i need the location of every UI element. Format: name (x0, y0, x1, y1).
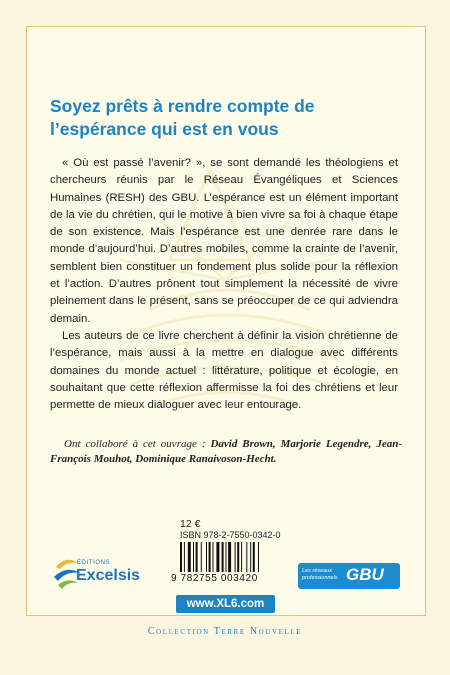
barcode-icon (180, 542, 284, 572)
website-link[interactable]: www.XL6.com (176, 595, 275, 613)
partner-tagline: Les réseaux professionnels (302, 568, 338, 581)
partner-name: GBU (346, 565, 384, 584)
publisher-name: Excelsis (76, 567, 141, 584)
blurb-paragraph: « Où est passé l’avenir? », se sont demandé les théologiens et chercheurs réunis par le Réseau Évangéliques et Sciences Humaines (RESH) des GBU. L’espérance est un élément important de la vie du chrétien, qui le motive à bien vivre sa foi à chaque étape de son existence. Mais l’espérance est une denrée rare dans le monde d’aujourd’hui. D’autres mobiles, comme la crainte de l’avenir, semblent bien constituer un fondement plus solide pour la réflexion et l’action. D’autres prônent tout simplement la nécessité de vivre pleinement dans le présent, sans se préoccuper de ce qui adviendra demain. (50, 157, 398, 325)
contributors-intro: Ont collaboré à cet ouvrage : (64, 438, 206, 450)
isbn-label: ISBN 978-2-7550-0342-0 (180, 530, 281, 540)
price-label: 12 € (180, 518, 201, 530)
collection-name: Collection Terre Nouvelle (147, 626, 303, 637)
blurb-paragraph: Les auteurs de ce livre cherchent à définir la vision chrétienne de l’espérance, mais aussi à la mettre en dialogue avec différents domaines du monde actuel : littérature, politique et écologie, en souhaitant que cette réflexion affermisse la foi des chrétiens et leur permette de mieux dialoguer avec leur entourage. (50, 330, 398, 412)
cover-headline: Soyez prêts à rendre compte de l’espérance qui est en vous (50, 96, 315, 139)
publisher-label: ÉDITIONS (77, 560, 111, 566)
contributors-line (50, 437, 402, 467)
barcode-digits: 9 782755 003420 (171, 573, 258, 584)
contributors-names: David Brown, Marjorie Legendre, Jean-François Mouhot, Dominique Ranaivoson-Hecht. (50, 438, 403, 465)
